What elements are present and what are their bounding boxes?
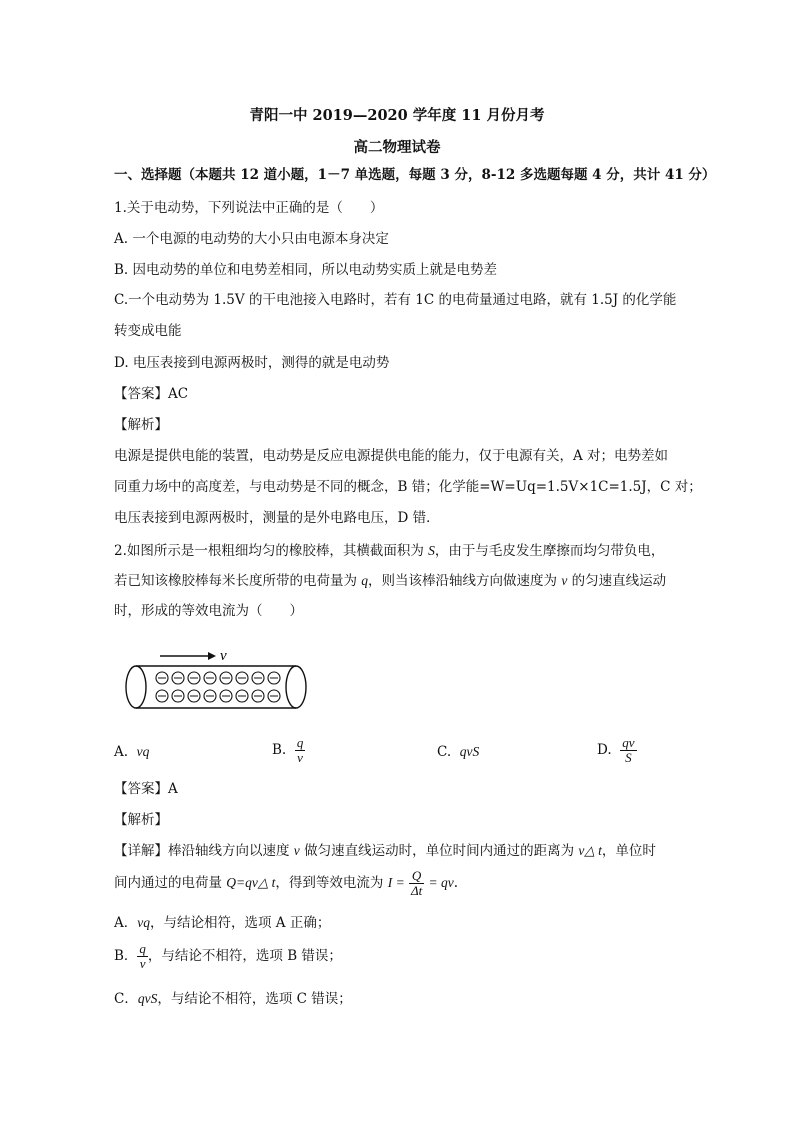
rubber-rod-figure [118,638,308,714]
q2-stem-line1: 2.如图所示是一根粗细均匀的橡胶棒，其横截面积为 S，由于与毛皮发生摩擦而均匀带负电， [114,543,665,559]
q2-conclusion-c: C．qvS，与结论不相符，选项 C 错误； [114,991,352,1007]
q2-analysis-label: 【解析】 [114,812,168,828]
q1-option-c-cont: 转变成电能 [114,323,182,339]
q1-stem: 1.关于电动势，下列说法中正确的是（ ） [114,200,384,216]
current-symbol: I = [387,875,405,890]
q2-option-a: A. vq [114,744,150,760]
q2-stem-line3: 时，形成的等效电流为（ ） [114,603,303,619]
q2-option-d: D. $\frac{qv}{S}$ [597,735,635,765]
q2-detail-line1: 【详解】棒沿轴线方向以速度 v 做匀速直线运动时，单位时间内通过的距离为 v△ t，单位时 [114,843,656,859]
q2-conclusion-b: B． $\frac{q}{v}$ ，与结论不相符，选项 B 错误； [114,941,342,971]
q1-answer: 【答案】AC [114,386,189,402]
section-heading: 一、选择题（本题共 12 道小题，1－7 单选题，每题 3 分，8-12 多选题每题 4 分，共计 41 分） [114,167,716,183]
q1-analysis-label: 【解析】 [114,417,168,433]
q1-analysis-line: 电压表接到电源两极时，测量的是外电路电压，D 错． [114,510,440,526]
q1-analysis-line: 电源是提供电能的装置，电动势是反应电源提供电能的能力，仅于电源有关，A 对；电势差如 [114,448,669,464]
q2-option-c: C. qvS [437,744,480,760]
q1-option-b: B. 因电动势的单位和电势差相同，所以电动势实质上就是电势差 [114,262,498,278]
q1-option-c: C.一个电动势为 1.5V 的干电池接入电路时，若有 1C 的电荷量通过电路，就有 1.5J 的化学能 [114,292,677,308]
velocity-label: v [220,648,227,664]
q1-analysis-line: 同重力场中的高度差，与电动势是不同的概念，B 错；化学能=W=Uq=1.5V×1C=1.5J，C 对； [114,479,702,495]
q2-stem-line2: 若已知该橡胶棒每米长度所带的电荷量为 q，则当该棒沿轴线方向做速度为 v 的匀速直线运动 [114,573,667,589]
exam-title: 青阳一中 2019—2020 学年度 11 月份月考 [249,107,545,124]
negative-charges [156,672,280,702]
current-fraction: $\frac{Q}{\Delta t}$ [410,868,423,898]
q1-option-a: A. 一个电源的电动势的大小只由电源本身决定 [114,231,389,247]
q2-detail-line2: 间内通过的电荷量 Q=qv△ t，得到等效电流为 I = $\frac{Q}{\Delta t}$ = qv. [114,868,459,898]
exam-subtitle: 高二物理试卷 [353,139,441,156]
q2-conclusion-a: A．vq，与结论相符，选项 A 正确； [114,915,331,931]
q2-option-b: B. $\frac{q}{v}$ [272,735,304,765]
q2-answer: 【答案】A [114,781,178,797]
q1-option-d: D. 电压表接到电源两极时，测得的就是电动势 [114,355,390,371]
